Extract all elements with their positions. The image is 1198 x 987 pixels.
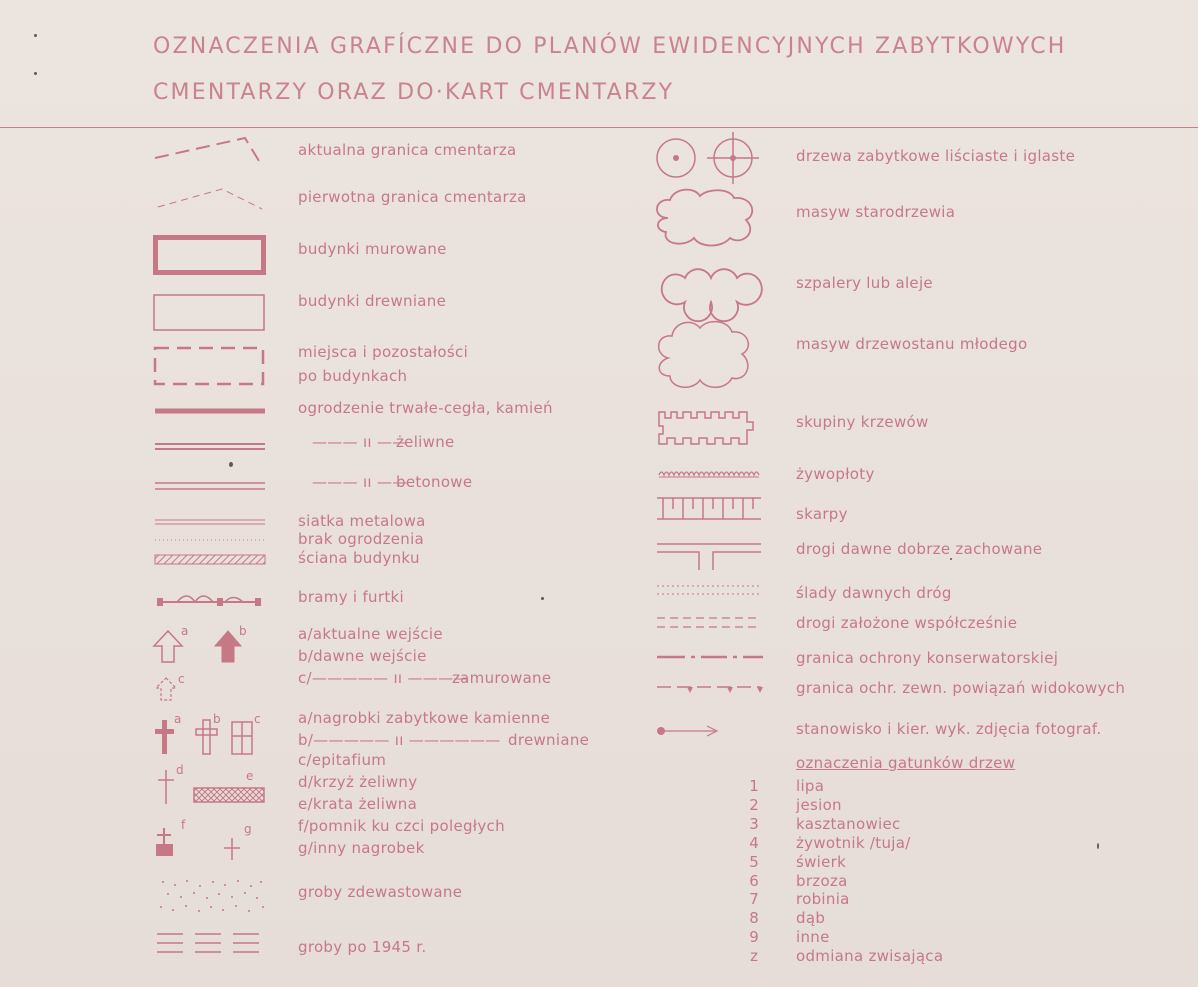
letter-g-tomb: g: [244, 822, 252, 836]
species-number: 2: [749, 795, 759, 814]
young-forest-mass-label: masyw drzewostanu młodego: [796, 335, 1028, 353]
old-roads-label: drogi dawne dobrze zachowane: [796, 540, 1043, 558]
concrete-fence-mark: ——— ıı ——: [312, 473, 408, 491]
other-grave-icon: [222, 836, 244, 862]
species-number: 6: [749, 871, 759, 890]
species-name: lipa: [796, 777, 825, 795]
species-number: 4: [749, 833, 759, 852]
gates-symbol: [153, 588, 268, 610]
cast-iron-grille-icon: [193, 786, 267, 806]
building-wall-symbol: [153, 553, 268, 567]
post-1945-graves-symbol: [153, 930, 271, 960]
escarpments-label: skarpy: [796, 505, 848, 523]
current-boundary-label: aktualna granica cmentarza: [298, 141, 517, 159]
letter-a-tomb: a: [174, 712, 182, 726]
letter-c-entrance: c: [178, 672, 185, 686]
letter-b-entrance: b: [239, 624, 247, 638]
species-number: 1: [749, 777, 759, 795]
memorial-label: f/pomnik ku czci poległych: [298, 817, 505, 835]
modern-roads-icon: [655, 615, 763, 631]
stone-tombstone-label: a/nagrobki zabytkowe kamienne: [298, 709, 551, 727]
title-line-2: CMENTARZY ORAZ DO·KART CMENTARZY: [153, 80, 675, 105]
speck-mark: [950, 558, 952, 560]
title-divider: [0, 127, 1198, 128]
wooden-building-label: budynki drewniane: [298, 292, 447, 310]
young-forest-mass-icon: [652, 318, 754, 392]
devastated-graves-label: groby zdewastowane: [298, 883, 463, 901]
cast-iron-grille-label: e/krata żeliwna: [298, 795, 418, 813]
species-name: jesion: [796, 795, 842, 814]
species-name: kasztanowiec: [796, 814, 901, 833]
memorial-icon: [153, 826, 179, 862]
no-fence-label: brak ogrodzenia: [298, 530, 425, 548]
post-1945-graves-label: groby po 1945 r.: [298, 938, 427, 956]
species-name: robinia: [796, 890, 850, 909]
coniferous-tree-icon: [705, 130, 761, 186]
old-roads-icon: [655, 538, 763, 574]
building-remains-label-2: po budynkach: [298, 367, 408, 385]
old-forest-mass-label: masyw starodrzewia: [796, 203, 956, 221]
other-grave-label: g/inny nagrobek: [298, 839, 425, 857]
building-remains-label-1: miejsca i pozostałości: [298, 343, 469, 361]
old-road-traces-label: ślady dawnych dróg: [796, 584, 952, 602]
species-number: 9: [749, 928, 759, 947]
devastated-graves-symbol: [153, 876, 271, 916]
building-remains-symbol: [153, 346, 268, 388]
permanent-fence-symbol: [153, 405, 268, 417]
cast-iron-fence-symbol: [153, 441, 268, 453]
species-number: 7: [749, 890, 759, 909]
species-name: odmiana zwisająca: [796, 947, 944, 966]
letter-b-tomb: b: [213, 712, 221, 726]
concrete-fence-label: betonowe: [396, 473, 473, 491]
wooden-tombstone-mark: b/————— ıı ——————: [298, 731, 501, 749]
current-boundary-symbol: [150, 133, 270, 173]
walled-entrance-arrow-icon: [156, 676, 180, 704]
cast-iron-cross-label: d/krzyż żeliwny: [298, 773, 418, 791]
old-forest-mass-icon: [650, 188, 760, 250]
shrub-groups-icon: [655, 404, 759, 452]
letter-a-entrance: a: [181, 624, 189, 638]
photo-station-arrow-icon: [655, 722, 725, 740]
photo-station-label: stanowisko i kier. wyk. zdjęcia fotograf.: [796, 720, 1102, 738]
hedges-icon: [657, 466, 761, 480]
gates-label: bramy i furtki: [298, 588, 404, 606]
walled-entrance-mark: c/————— ıı ————: [298, 669, 469, 687]
former-entrance-label: b/dawne wejście: [298, 647, 427, 665]
species-number: z: [750, 947, 758, 966]
cast-iron-fence-mark: ——— ıı ——: [312, 433, 408, 451]
wooden-building-symbol: [153, 294, 268, 334]
concrete-fence-symbol: [153, 480, 268, 492]
view-protection-boundary-icon: [655, 682, 765, 698]
hedges-label: żywopłoty: [796, 465, 875, 483]
conservation-boundary-label: granica ochrony konserwatorskiej: [796, 649, 1059, 667]
species-number: 8: [749, 909, 759, 928]
species-name: inne: [796, 928, 830, 947]
speck-mark: [1097, 843, 1099, 849]
epitaph-label: c/epitafium: [298, 751, 387, 769]
original-boundary-symbol: [150, 183, 270, 213]
species-name: brzoza: [796, 871, 848, 890]
masonry-building-symbol: [153, 235, 268, 277]
walled-entrance-label: zamurowane: [452, 669, 552, 687]
conservation-boundary-icon: [655, 650, 765, 664]
historic-trees-label: drzewa zabytkowe liściaste i iglaste: [796, 147, 1076, 165]
species-name: dąb: [796, 909, 826, 928]
cast-iron-fence-label: żeliwne: [396, 433, 455, 451]
metal-mesh-label: siatka metalowa: [298, 512, 426, 530]
tree-rows-label: szpalery lub aleje: [796, 274, 933, 292]
shrub-groups-label: skupiny krzewów: [796, 413, 929, 431]
species-name: żywotnik /tuja/: [796, 833, 911, 852]
speck-mark: [229, 462, 233, 467]
no-fence-symbol: [153, 537, 268, 543]
letter-c-tomb: c: [254, 712, 261, 726]
view-protection-boundary-label: granica ochr. zewn. powiązań widokowych: [796, 679, 1126, 697]
species-number: 5: [749, 852, 759, 871]
species-header: oznaczenia gatunków drzew: [796, 754, 1016, 772]
permanent-fence-label: ogrodzenie trwałe-cegła, kamień: [298, 399, 553, 417]
building-wall-label: ściana budynku: [298, 549, 420, 567]
masonry-building-label: budynki murowane: [298, 240, 447, 258]
letter-e-tomb: e: [246, 769, 254, 783]
escarpments-icon: [655, 495, 763, 523]
epitaph-icon: [230, 720, 256, 756]
deciduous-tree-icon: [653, 135, 699, 181]
speck-mark: [34, 72, 37, 75]
original-boundary-label: pierwotna granica cmentarza: [298, 188, 527, 206]
species-name: świerk: [796, 852, 847, 871]
current-entrance-label: a/aktualne wejście: [298, 625, 443, 643]
letter-f-tomb: f: [181, 818, 186, 832]
old-road-traces-icon: [655, 583, 763, 597]
speck-mark: [541, 597, 544, 600]
speck-mark: [34, 34, 37, 37]
species-number: 3: [749, 814, 759, 833]
letter-d-tomb: d: [176, 763, 184, 777]
modern-roads-label: drogi założone współcześnie: [796, 614, 1018, 632]
title-line-1: OZNACZENIA GRAFÍCZNE DO PLANÓW EWIDENCYJNYCH ZABYTKOWYCH: [153, 34, 1067, 59]
tree-rows-icon: [655, 272, 765, 308]
wooden-tombstone-label: drewniane: [508, 731, 590, 749]
metal-mesh-symbol: [153, 518, 268, 528]
